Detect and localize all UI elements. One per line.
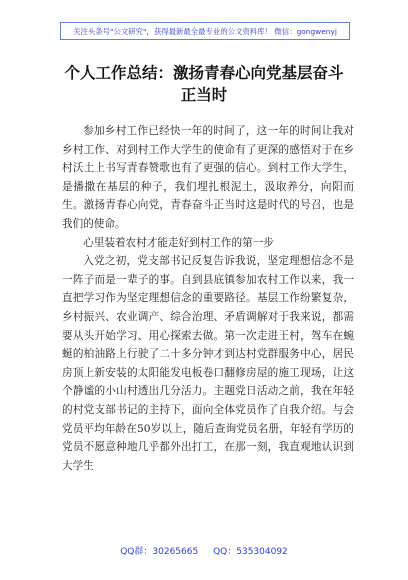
footer-qq: QQ：535304092: [213, 547, 288, 557]
header-banner: [60, 22, 350, 40]
banner-text: 关注头条号"公文研究"，获得最新最全最专业的公文资料库！ 微信：gongwenyj: [73, 26, 337, 36]
paragraph-intro: 参加乡村工作已经快一年的时间了，这一年的时间让我对乡村工作、对到村工作大学生的使命有了更深的感悟对于在乡村沃土上书写青春赞歌也有了更强的信心。到村工作大学生，是播撒在基层的种子，我们埋扎根泥土，汲取养分，向阳而生。激扬青春心向党，青春奋斗正当时这是时代的号召，也是我们的使命。: [62, 125, 354, 230]
paragraph-main: 入党之初，党支部书记反复告诉我说，坚定理想信念不是一阵子而是一辈子的事。自到县底镇参加农村工作以来，我一直把学习作为坚定理想信念的重要路径。基层工作纷繁复杂，乡村振兴、农业调产、综合治理、矛盾调解对于我来说，都需要从头开始学习、用心探索去做。第一次走进王村，驾车在蜿蜒的柏油路上行驶了二十多分钟才到达村党群服务中心，居民房顶上新安装的太阳能发电板卷口翻修房屋的施工现场，让这个静谧的小山村透出几分活力。主题党日活动之前，我在年轻的村党支部书记的主持下，面向全体党员作了自我介绍。与会党员平均年龄在50岁以上，随后查询党员名册，年轻有学历的党员不愿意种地几乎都外出打工，在那一刻，我直观地认识到大学生: [62, 255, 354, 472]
footer-contact: [0, 544, 408, 557]
document-title: 个人工作总结：激扬青春心向党基层奋斗正当时: [64, 64, 344, 104]
paragraph-subheading: 心里装着农村才能走好到村工作的第一步: [83, 236, 274, 249]
footer-qq-group: QQ群：30265665: [120, 547, 199, 557]
document-body: [62, 122, 354, 475]
